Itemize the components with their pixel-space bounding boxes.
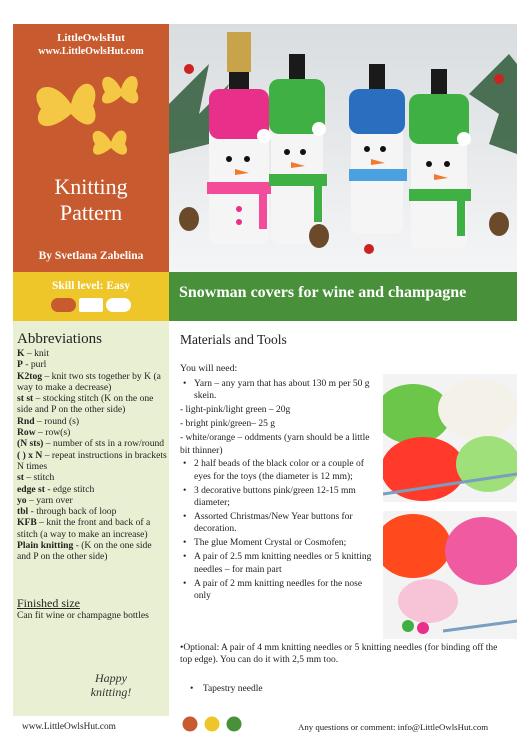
abbreviations-sidebar xyxy=(13,321,169,716)
skill-segment-3 xyxy=(106,298,131,312)
abbreviation-item xyxy=(17,495,167,506)
bullet: • xyxy=(183,379,187,389)
abbreviation-item xyxy=(17,348,167,359)
abbreviation-item xyxy=(17,371,167,394)
header-panel xyxy=(13,24,169,272)
finished-size-text: Can fit wine or champagne bottles xyxy=(17,610,149,621)
happy-line2: knitting! xyxy=(90,685,132,699)
materials-last-item xyxy=(190,684,263,694)
happy-knitting-note xyxy=(71,671,151,699)
abbreviation-term: st st xyxy=(17,393,34,405)
abbreviation-item xyxy=(17,517,167,540)
materials-item-text: Assorted Christmas/New Year buttons for decoration. xyxy=(194,512,353,535)
abbreviation-item xyxy=(17,427,167,438)
abbreviation-term: Rnd xyxy=(17,415,35,427)
abbreviation-item xyxy=(17,416,167,427)
materials-item xyxy=(180,458,378,483)
abbreviation-desc: – knit xyxy=(24,348,49,359)
finished-size-heading: Finished size xyxy=(17,596,80,610)
skill-level-meter xyxy=(51,298,131,312)
abbreviation-desc: - (K on the one side and P on the other side) xyxy=(17,540,152,563)
author: By Svetlana Zabelina xyxy=(38,250,144,262)
skill-segment-1 xyxy=(51,298,76,312)
bullet: • xyxy=(183,538,187,549)
materials-item xyxy=(180,432,378,457)
brand-name: LittleOwlsHut xyxy=(57,32,125,44)
abbreviations-heading: Abbreviations xyxy=(17,331,102,347)
yarn-photo-1 xyxy=(383,374,517,502)
materials-item xyxy=(180,378,378,403)
abbreviation-desc: – knit the front and back of a stitch (a way to make an increase) xyxy=(17,517,151,540)
butterflies-logo-icon xyxy=(31,64,151,174)
abbreviation-term: st xyxy=(17,472,24,484)
happy-line1: Happy xyxy=(95,671,127,685)
abbreviation-term: yo xyxy=(17,494,27,506)
abbreviation-desc: – stocking stitch (K on the one side and P on the other side) xyxy=(17,393,154,416)
snowman-bottles-photo xyxy=(169,24,517,272)
footer-dot-3 xyxy=(227,717,242,732)
abbreviation-term: ( ) x N xyxy=(17,449,43,461)
footer-dot-1 xyxy=(183,717,198,732)
pattern-title xyxy=(13,174,169,226)
abbreviation-term: edge st xyxy=(17,483,45,495)
materials-item xyxy=(180,418,378,430)
banner-title: Snowman covers for wine and champagne xyxy=(179,284,467,301)
abbreviation-desc: – row(s) xyxy=(35,427,71,439)
bullet: • xyxy=(183,578,187,589)
materials-heading: Materials and Tools xyxy=(180,332,287,347)
bullet: • xyxy=(183,459,187,470)
abbreviation-term: tbl xyxy=(17,506,29,518)
abbreviation-desc: - through back of loop xyxy=(28,506,117,518)
abbreviation-desc: - edge stitch xyxy=(44,483,95,495)
materials-item xyxy=(180,485,378,510)
materials-item xyxy=(180,551,378,576)
materials-item-text: - bright pink/green– 25 g xyxy=(180,419,275,430)
brand-url: www.LittleOwlsHut.com xyxy=(38,46,144,57)
abbreviation-desc: – knit two sts together by K (a way to make a decrease) xyxy=(17,370,161,393)
abbreviation-term: P xyxy=(17,359,23,371)
abbreviations-list xyxy=(17,348,167,563)
bullet: • xyxy=(190,684,203,694)
materials-item-text: 2 half beads of the black color or a couple of eyes for the toys (the diameter is 12 mm); xyxy=(194,459,364,482)
materials-item xyxy=(180,511,378,536)
materials-item xyxy=(180,404,378,416)
materials-item-text: A pair of 2 mm knitting needles for the nose only xyxy=(194,578,363,601)
abbreviation-item xyxy=(17,450,167,473)
materials-item-text: - white/orange – oddments (yarn should be a little bit thinner) xyxy=(180,433,370,456)
materials-intro: You will need: xyxy=(180,363,238,374)
materials-list xyxy=(180,378,378,604)
materials-item-text: - light-pink/light green – 20g xyxy=(180,405,291,416)
title-banner xyxy=(169,272,517,321)
abbreviation-item xyxy=(17,506,167,517)
abbreviation-item xyxy=(17,359,167,370)
skill-level-label: Skill level: Easy xyxy=(52,280,130,292)
bullet: • xyxy=(183,485,187,496)
abbreviation-item xyxy=(17,393,167,416)
abbreviation-item xyxy=(17,484,167,495)
skill-level-band xyxy=(13,272,169,321)
materials-item-text: Yarn – any yarn that has about 130 m per 50 g skein. xyxy=(194,379,370,402)
abbreviation-term: KFB xyxy=(17,517,37,529)
abbreviation-item xyxy=(17,472,167,483)
materials-item-text: 3 decorative buttons pink/green 12-15 mm diameter; xyxy=(194,485,356,509)
title-line2: Pattern xyxy=(59,200,123,225)
materials-item-text: A pair of 2.5 mm knitting needles or 5 knitting needles – for main part xyxy=(194,552,372,575)
footer-url: www.LittleOwlsHut.com xyxy=(22,722,116,732)
abbreviation-desc: – yarn over xyxy=(26,494,73,506)
abbreviation-term: K xyxy=(17,348,25,359)
title-line1: Knitting xyxy=(54,174,128,199)
abbreviation-desc: - purl xyxy=(22,359,47,371)
footer-contact: Any questions or comment: info@LittleOwlsHut.com xyxy=(298,722,489,732)
materials-item xyxy=(180,537,378,549)
last-item-text: Tapestry needle xyxy=(202,684,263,694)
yarn-photo-2 xyxy=(383,511,517,639)
abbreviation-term: K2tog xyxy=(17,370,43,382)
abbreviation-desc: – stitch xyxy=(23,472,55,484)
bullet: • xyxy=(183,552,187,563)
abbreviation-desc: – number of sts in a row/round xyxy=(43,438,165,450)
abbreviation-term: Plain knitting xyxy=(17,540,74,552)
abbreviation-term: Row xyxy=(17,427,36,439)
abbreviation-item xyxy=(17,540,167,563)
abbreviation-term: (N sts) xyxy=(17,438,44,450)
bullet: • xyxy=(183,512,187,523)
abbreviation-item xyxy=(17,438,167,449)
abbreviation-desc: – repeat instructions in brackets N times xyxy=(17,449,167,472)
footer-dot-2 xyxy=(205,717,220,732)
materials-item-text: The glue Moment Crystal or Cosmofen; xyxy=(194,538,347,549)
materials-optional: •Optional: A pair of 4 mm knitting needles or 5 knitting needles (for binding off the top edge). You can do it with 2,5 mm too. xyxy=(180,643,498,666)
footer-dots xyxy=(182,716,242,732)
materials-item xyxy=(180,578,378,603)
skill-segment-2 xyxy=(79,298,103,312)
abbreviation-desc: – round (s) xyxy=(34,415,80,427)
